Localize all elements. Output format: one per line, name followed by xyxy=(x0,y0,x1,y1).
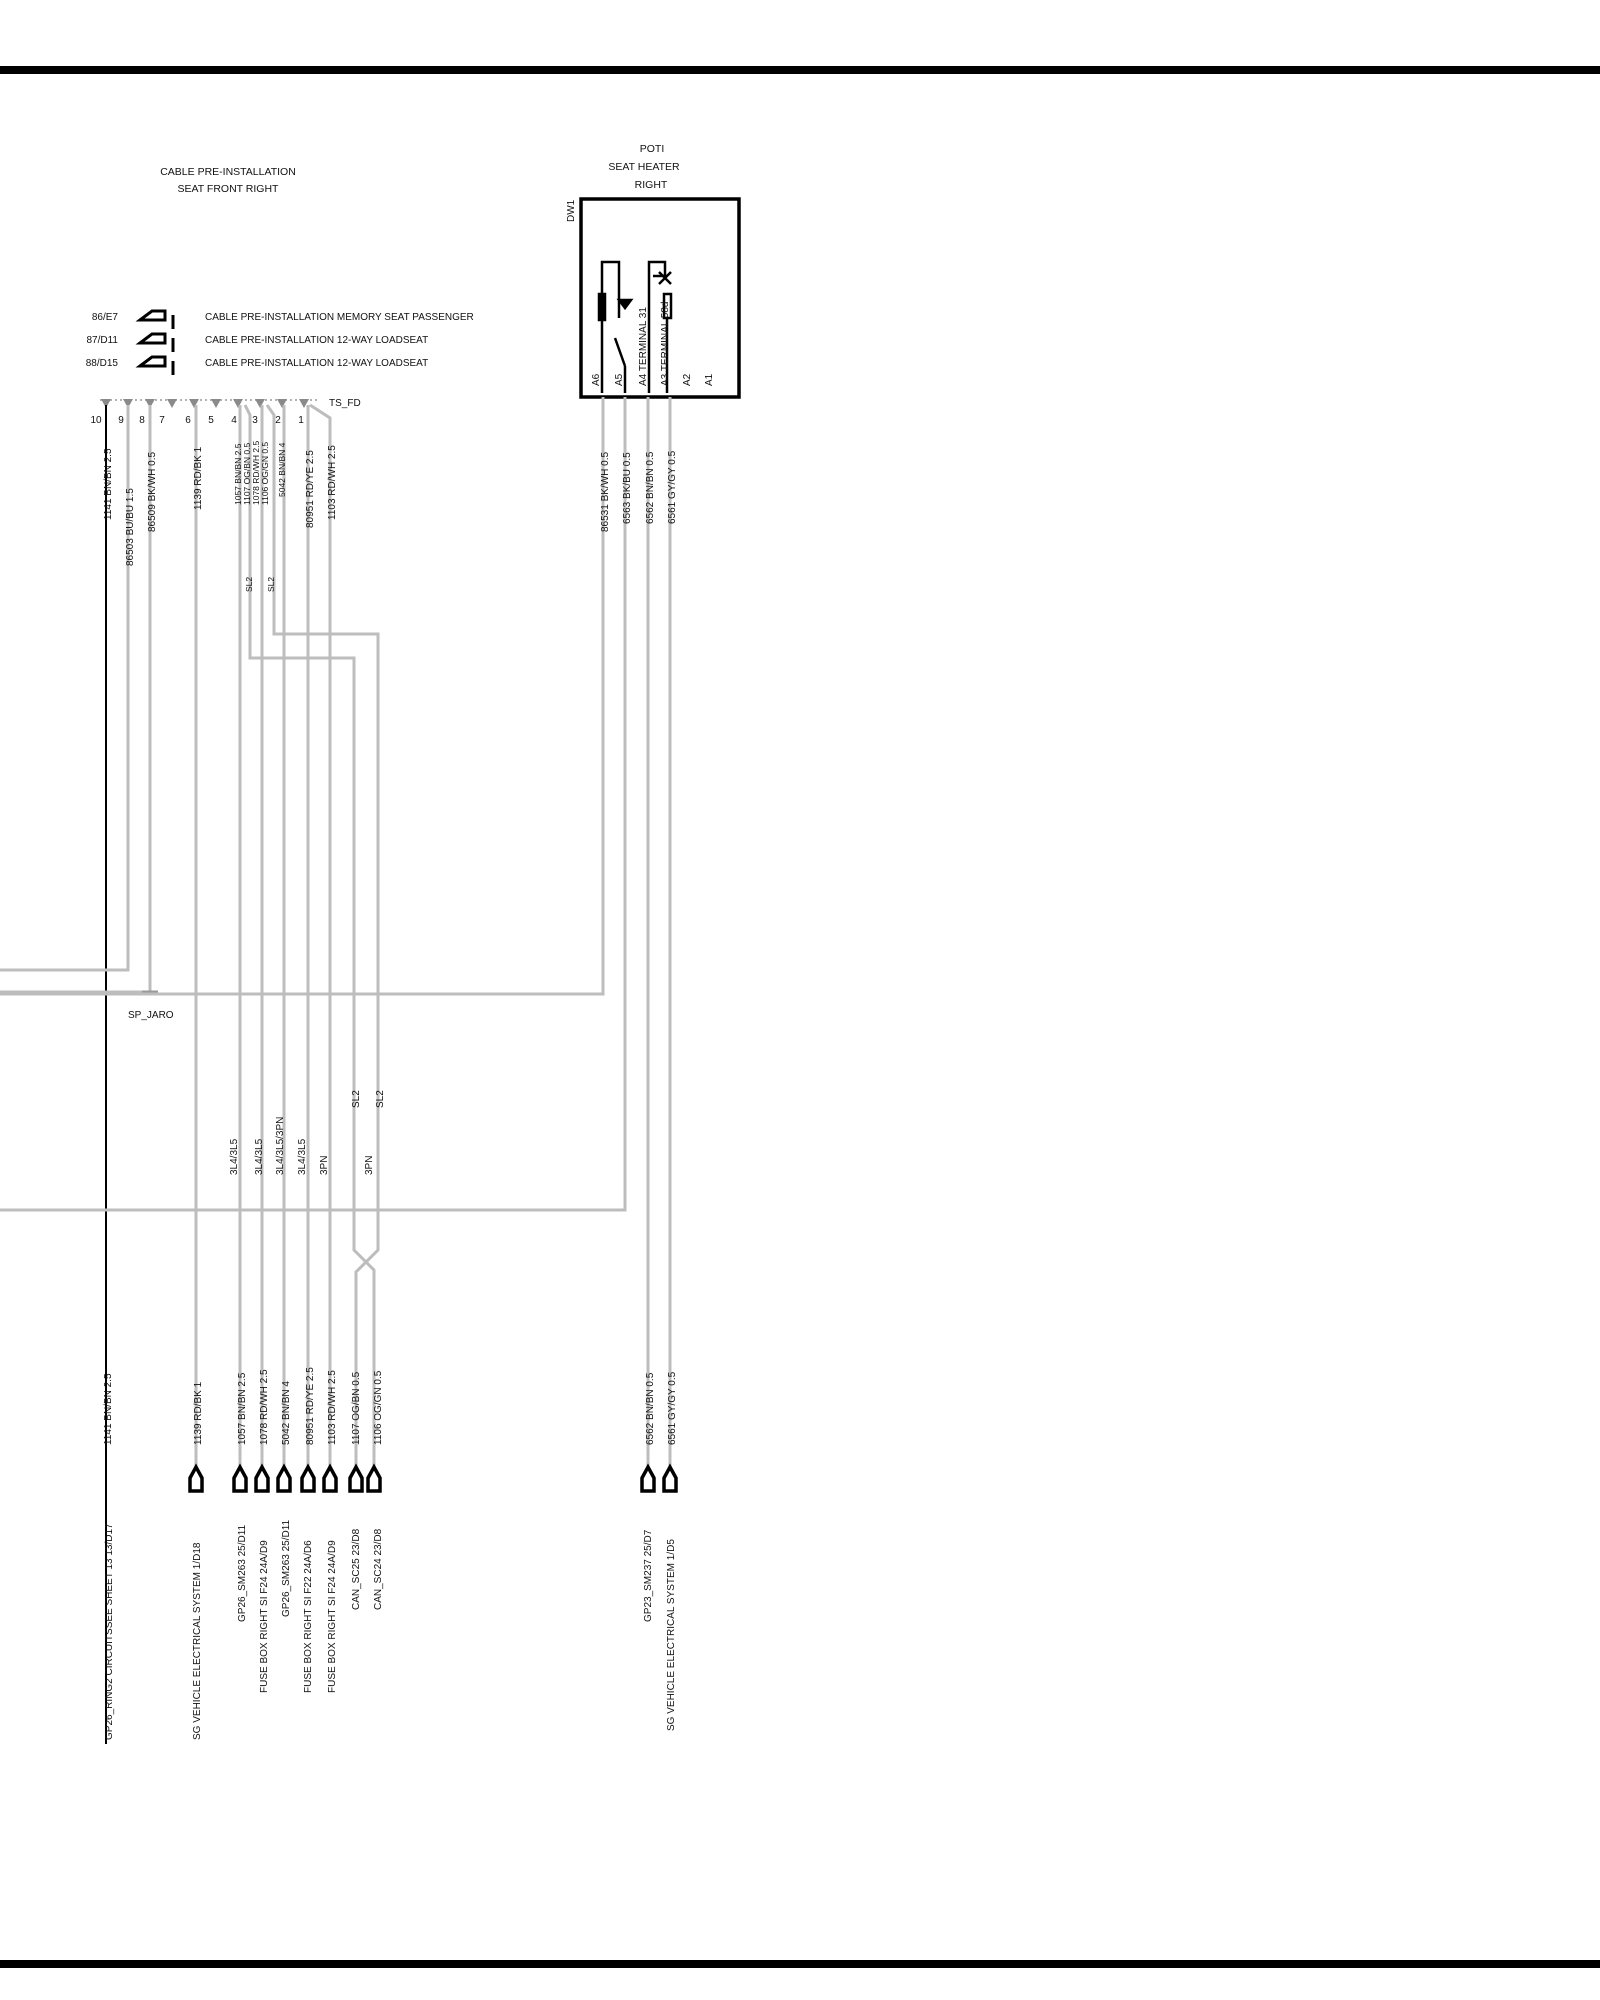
conn-pin-6: 6 xyxy=(185,415,191,426)
wire-label-1141-bottom: 1141 BN/BN 2.5 xyxy=(103,1373,114,1445)
wire-label-1103-bottom: 1103 RD/WH 2.5 xyxy=(327,1370,338,1445)
wire-label-5042-top: 5042 BN/BN 4 xyxy=(277,442,287,497)
bottom-border xyxy=(0,1960,1600,1968)
wire-label-1106-top: 1106 OG/GN 0.5 xyxy=(260,441,270,505)
dest-gp23-sm237: GP23_SM237 25/D7 xyxy=(643,1529,654,1622)
conn-pin-5: 5 xyxy=(208,415,214,426)
component-title-1: POTI xyxy=(639,143,665,155)
dest-fusebox-f24-b: FUSE BOX RIGHT SI F24 24A/D9 xyxy=(327,1540,338,1693)
pin-a1: A1 xyxy=(704,373,715,386)
splice-label: SP_JARO xyxy=(128,1010,174,1021)
dest-can-sc25: CAN_SC25 23/D8 xyxy=(351,1528,362,1610)
wire-label-86531: 86531 BK/WH 0.5 xyxy=(600,451,611,532)
pin-a4: A4 TERMINAL 31 xyxy=(638,307,649,386)
shield-label-1: SL2 xyxy=(244,576,254,592)
routing-label-6: 3PN xyxy=(364,1155,375,1175)
wire-label-6562-bottom: 6562 BN/BN 0.5 xyxy=(645,1372,656,1445)
wire-label-5042-bottom: 5042 BN/BN 4 xyxy=(281,1381,292,1445)
ref-87-text: CABLE PRE-INSTALLATION 12-WAY LOADSEAT xyxy=(205,335,429,346)
wire-label-1057-bottom: 1057 BN/BN 2.5 xyxy=(237,1372,248,1445)
pin-a2: A2 xyxy=(682,373,693,386)
conn-pin-7: 7 xyxy=(159,415,165,426)
wire-label-1057-top: 1057 BN/BN 2.5 xyxy=(233,443,243,505)
routing-label-2: 3L4/3L5 xyxy=(254,1138,265,1175)
conn-pin-8: 8 xyxy=(139,415,145,426)
dest-fusebox-f22: FUSE BOX RIGHT SI F22 24A/D6 xyxy=(303,1540,314,1693)
wire-label-1107-bottom: 1107 OG/BN 0.5 xyxy=(351,1371,362,1445)
ref-86-text: CABLE PRE-INSTALLATION MEMORY SEAT PASSENGER xyxy=(205,312,474,323)
wire-label-1139-bottom: 1139 RD/BK 1 xyxy=(193,1381,204,1445)
wire-label-1139-top: 1139 RD/BK 1 xyxy=(193,446,204,510)
component-title-3: RIGHT xyxy=(634,179,668,191)
shield-label-3: SL2 xyxy=(351,1090,362,1108)
wire-label-86503: 86503 BU/BU 1.5 xyxy=(125,488,136,566)
dest-fusebox-f24-a: FUSE BOX RIGHT SI F24 24A/D9 xyxy=(259,1540,270,1693)
wire-label-6561-bottom: 6561 GY/GY 0.5 xyxy=(667,1371,678,1445)
wire-label-6562-top: 6562 BN/BN 0.5 xyxy=(645,451,656,524)
conn-pin-3: 3 xyxy=(252,415,258,426)
wire-label-6561-top: 6561 GY/GY 0.5 xyxy=(667,450,678,524)
top-border xyxy=(0,66,1600,74)
cable-title-1: CABLE PRE-INSTALLATION xyxy=(160,166,296,178)
ref-87-d11: 87/D11 xyxy=(86,335,118,346)
plug-connector-icons xyxy=(140,311,173,375)
ref-88-text: CABLE PRE-INSTALLATION 12-WAY LOADSEAT xyxy=(205,358,429,369)
ref-88-d15: 88/D15 xyxy=(85,358,118,369)
pin-a6: A6 xyxy=(591,373,602,386)
bottom-plug-icons xyxy=(190,1467,676,1491)
wire-1103 xyxy=(310,405,330,1470)
routing-label-5: 3PN xyxy=(319,1155,330,1175)
component-title-2: SEAT HEATER xyxy=(608,161,680,173)
wire-label-1106-bottom: 1106 OG/GN 0.5 xyxy=(373,1370,384,1445)
routing-label-1: 3L4/3L5 xyxy=(229,1138,240,1175)
dest-sg-1-d18: SG VEHICLE ELECTRICAL SYSTEM 1/D18 xyxy=(192,1542,203,1740)
dest-gp26-sm263-a: GP26_SM263 25/D11 xyxy=(237,1524,248,1622)
dest-gp26-sm263-b: GP26_SM263 25/D11 xyxy=(281,1519,292,1617)
routing-label-3: 3L4/3L5/3PN xyxy=(275,1116,286,1175)
dest-can-sc24: CAN_SC24 23/D8 xyxy=(373,1528,384,1610)
pin-a3: A3 TERMINAL 58d xyxy=(660,301,671,386)
conn-pin-2: 2 xyxy=(275,415,281,426)
dest-sg-1-d5: SG VEHICLE ELECTRICAL SYSTEM 1/D5 xyxy=(666,1539,677,1731)
routing-label-4: 3L4/3L5 xyxy=(297,1138,308,1175)
pin-a5: A5 xyxy=(614,373,625,386)
cable-title-2: SEAT FRONT RIGHT xyxy=(177,183,279,195)
wire-label-86509: 86509 BK/WH 0.5 xyxy=(147,451,158,532)
wire-label-1141-top: 1141 BN/BN 2.5 xyxy=(103,448,114,520)
component-id: DW1 xyxy=(566,199,577,222)
conn-pin-1: 1 xyxy=(298,415,304,426)
connector-name: TS_FD xyxy=(329,398,361,409)
dest-gp26-ring2: GP26_RING2 CIRCUITSSEE SHEET 13 13/D17 xyxy=(104,1523,115,1740)
wire-label-80951-bottom: 80951 RD/YE 2.5 xyxy=(305,1367,316,1445)
wire-label-1078-bottom: 1078 RD/WH 2.5 xyxy=(259,1369,270,1445)
wire-label-1078-top: 1078 RD/WH 2.5 xyxy=(251,440,261,505)
wire-86531 xyxy=(0,397,603,994)
conn-pin-10: 10 xyxy=(90,415,102,426)
ref-86-e7: 86/E7 xyxy=(91,312,118,323)
conn-pin-9: 9 xyxy=(118,415,124,426)
wire-label-1107-top: 1107 OG/BN 0.5 xyxy=(242,442,252,505)
wire-label-1103-top: 1103 RD/WH 2.5 xyxy=(327,445,338,520)
wire-label-6563: 6563 BK/BU 0.5 xyxy=(622,452,633,524)
shield-label-2: SL2 xyxy=(266,576,276,592)
conn-pin-4: 4 xyxy=(231,415,237,426)
wire-label-80951-top: 80951 RD/YE 2.5 xyxy=(305,450,316,528)
shield-label-4: SL2 xyxy=(375,1090,386,1108)
